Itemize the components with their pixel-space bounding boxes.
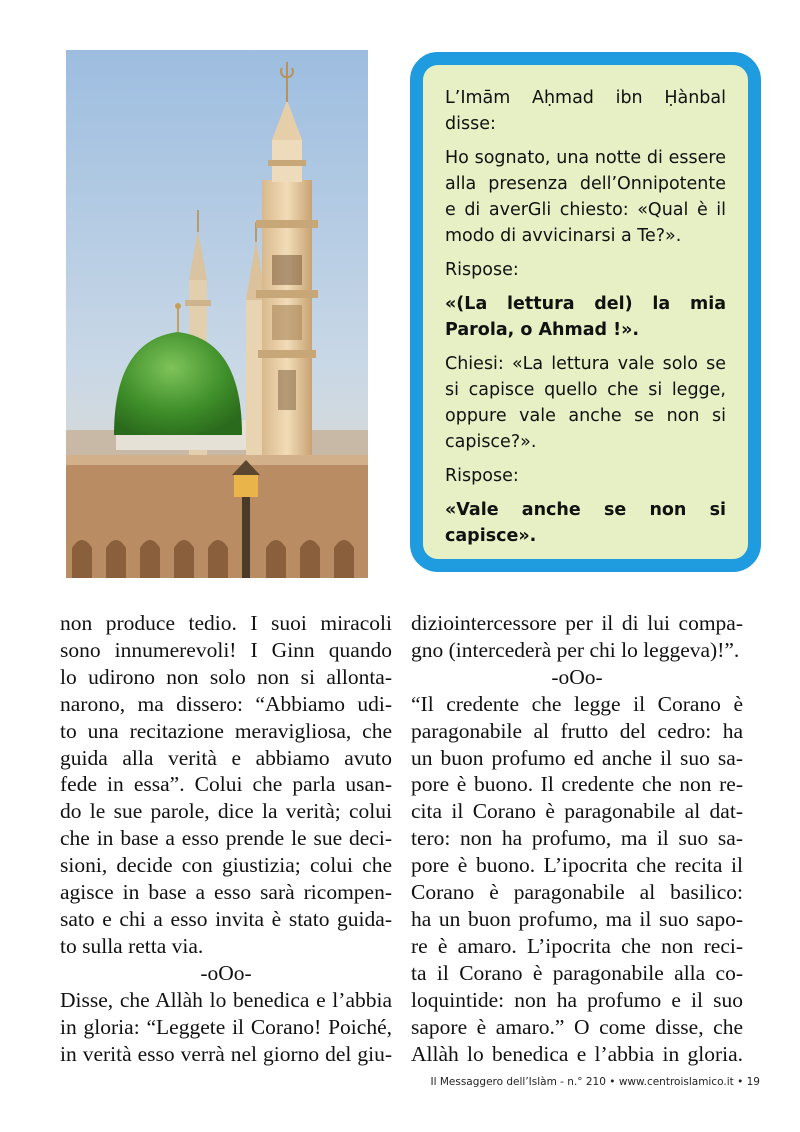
text-line: gno (intercederà per chi lo leggeva)!”.: [411, 637, 740, 662]
text-line: tero: non ha profumo, ma il suo sa-: [411, 826, 743, 851]
text-line: pore è buono. Il credente che non re-: [411, 772, 743, 797]
text-line: sioni, decide con giustizia; colui che: [60, 853, 392, 878]
text-line: Allàh lo benedica e l’abbia in gloria.: [411, 1041, 743, 1066]
mosque-photo: [66, 50, 368, 578]
text-line: sono innumerevoli! I Ginn quando: [60, 637, 392, 662]
page-footer: [431, 1076, 761, 1088]
text-line: ha un buon profumo, ma il suo sapo-: [411, 906, 743, 931]
text-line: to sulla retta via.: [60, 933, 204, 958]
text-line: narono, ma dissero: “Abbiamo udi-: [60, 691, 392, 716]
section-separator: -oOo-: [551, 664, 603, 689]
footer-separator: •: [609, 1076, 616, 1088]
text-line: re è amaro. L’ipocrita che non reci-: [411, 933, 743, 958]
text-line: che in base a esso prende le sue deci-: [60, 826, 392, 851]
callout-paragraph: L’Imām Aḥmad ibn Ḥànbal disse:: [445, 88, 726, 134]
text-line: paragonabile al frutto del cedro: ha: [411, 718, 743, 743]
text-line: in gloria: “Leggete il Corano! Poiché,: [60, 1014, 392, 1039]
text-line: loquintide: non ha profumo e il suo: [411, 987, 743, 1012]
text-line: in verità esso verrà nel giorno del giu-: [60, 1041, 392, 1066]
right-text-column: [411, 610, 743, 1067]
text-line: cita il Corano è paragonabile al dat-: [411, 799, 743, 824]
text-line: do le sue parole, dice la verità; colui: [60, 799, 392, 824]
text-line: ta il Corano è paragonabile alla co-: [411, 960, 743, 985]
text-line: Corano è paragonabile al basilico:: [411, 880, 743, 905]
left-text-column: [60, 610, 392, 1067]
text-line: fede in essa”. Colui che parla usan-: [60, 772, 392, 797]
quote-callout-box: [410, 52, 761, 572]
footer-separator: •: [737, 1076, 744, 1088]
text-line: agisce in base a esso sarà ricompen-: [60, 880, 392, 905]
text-line: guida alla verità e abbiamo avuto: [60, 745, 392, 770]
callout-paragraph: Ho sognato, una notte di essere alla presenza dell’Onnipotente e di averGli chiesto: «Qual è il modo di avvicinarsi a Te?».: [445, 148, 726, 246]
text-line: diziointercessore per il di lui compa-: [411, 611, 743, 635]
text-line: sapore è amaro.” O come disse, che: [411, 1014, 743, 1039]
callout-paragraph-bold: «(La lettura del) la mia Parola, o Ahmad !».: [445, 294, 726, 340]
text-line: pore è buono. L’ipocrita che recita il: [411, 853, 743, 878]
section-separator: -oOo-: [200, 960, 252, 985]
text-line: lo udirono non solo non si allonta-: [60, 664, 392, 689]
callout-paragraph: Rispose:: [445, 260, 519, 280]
callout-paragraph-bold: «Vale anche se non si capisce».: [445, 500, 726, 546]
callout-paragraph: Rispose:: [445, 466, 519, 486]
text-line: to una recitazione meravigliosa, che: [60, 718, 392, 743]
footer-website: www.centroislamico.it: [618, 1076, 734, 1088]
text-line: “Il credente che legge il Corano è: [411, 691, 743, 716]
text-line: sato e chi a esso invita è stato guida-: [60, 906, 392, 931]
callout-paragraph: Chiesi: «La lettura vale solo se si capisce quello che si legge, oppure vale anche se non si capisce?».: [445, 354, 726, 452]
page-number: 19: [746, 1076, 760, 1088]
text-line: non produce tedio. I suoi miracoli: [60, 611, 392, 635]
text-line: Disse, che Allàh lo benedica e l’abbia: [60, 987, 392, 1012]
footer-magazine: Il Messaggero dell’Islàm - n.° 210: [430, 1076, 606, 1088]
text-line: un buon profumo ed anche il suo sa-: [411, 745, 743, 770]
